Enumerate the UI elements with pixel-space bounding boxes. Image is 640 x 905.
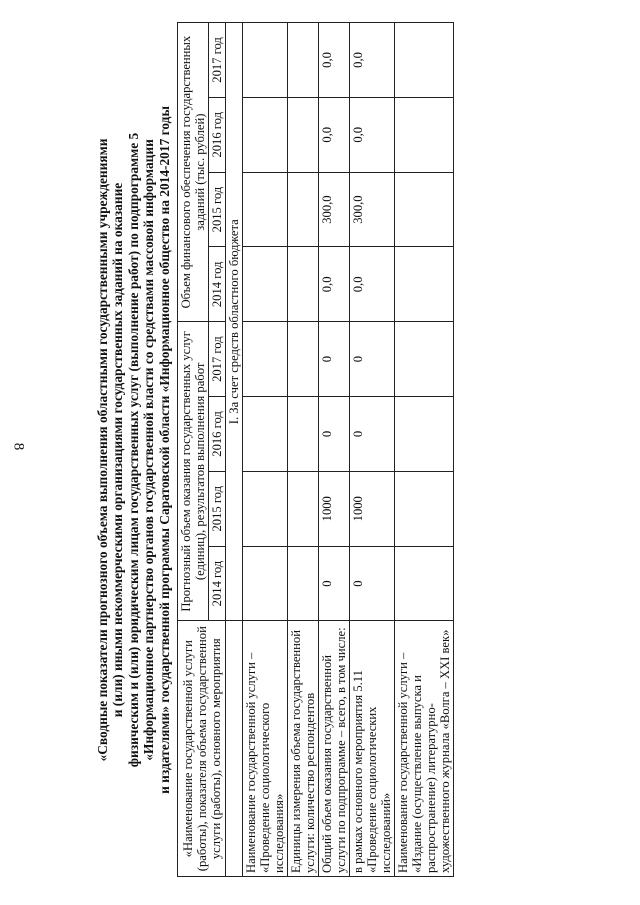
row-name-cell: в рамках основного мероприятия 5.11 «Проведение социологических исследований»	[350, 621, 395, 877]
row-name-cell: Наименование государственной услуги – «Издание (осуществление выпуска и распространение) литературно-художественного журнала «Волга – XXI век»	[395, 621, 454, 877]
volume-cell	[395, 322, 454, 397]
finance-cell: 0,0	[350, 97, 395, 172]
finance-cell	[395, 23, 454, 98]
finance-cell: 300,0	[319, 172, 350, 247]
volume-cell	[243, 471, 288, 546]
finance-cell: 0,0	[319, 23, 350, 98]
volume-cell: 0	[319, 546, 350, 621]
table-row	[319, 23, 350, 877]
table-row	[288, 23, 319, 877]
volume-cell	[395, 471, 454, 546]
finance-cell	[243, 23, 288, 98]
table-row	[350, 23, 395, 877]
landscape-page	[95, 15, 615, 885]
volume-cell	[395, 397, 454, 472]
year-header: 2017 год	[209, 23, 226, 98]
year-header: 2016 год	[209, 97, 226, 172]
finance-cell	[243, 97, 288, 172]
year-header: 2016 год	[209, 397, 226, 472]
section-title: I. За счет средств областного бюджета	[226, 23, 243, 621]
finance-cell: 300,0	[350, 172, 395, 247]
volume-cell: 0	[319, 322, 350, 397]
title-line: и издателями» государственной программы Саратовской области «Информационное общество на 2014-2017 годы	[156, 106, 172, 794]
finance-cell	[288, 23, 319, 98]
volume-cell	[243, 322, 288, 397]
year-header: 2017 год	[209, 322, 226, 397]
year-header: 2015 год	[209, 172, 226, 247]
volume-cell	[395, 546, 454, 621]
finance-cell: 0,0	[319, 97, 350, 172]
finance-cell	[243, 172, 288, 247]
finance-cell	[243, 247, 288, 322]
finance-cell	[395, 97, 454, 172]
document-title	[95, 15, 177, 885]
volume-cell: 0	[319, 397, 350, 472]
title-line: и (или) иными некоммерческими организациями государственных заданий на оказание	[110, 182, 126, 718]
title-line: физическим и (или) юридическим лицам государственных услуг (выполнение работ) по подпрограмме 5	[125, 132, 141, 768]
title-line: «Информационное партнерство органов государственной власти со средствами массовой информации	[141, 139, 157, 761]
year-header: 2015 год	[209, 471, 226, 546]
row-name-cell: Общий объем оказания государственной услуги по подпрограмме – всего, в том числе:	[319, 621, 350, 877]
finance-cell: 0,0	[350, 23, 395, 98]
title-line: «Сводные показатели прогнозного объема выполнения областными государственными учреждениями	[95, 138, 110, 762]
volume-cell: 0	[350, 397, 395, 472]
volume-cell	[288, 471, 319, 546]
finance-cell	[288, 97, 319, 172]
volume-cell	[288, 397, 319, 472]
row-name-cell: Наименование государственной услуги – «Проведение социологического исследования»	[243, 621, 288, 877]
summary-table	[177, 22, 454, 877]
row-name-cell: Единицы измерения объема государственной услуги: количество респондентов	[288, 621, 319, 877]
finance-cell	[395, 172, 454, 247]
volume-cell	[243, 546, 288, 621]
table-row	[395, 23, 454, 877]
finance-cell	[288, 172, 319, 247]
section-empty-cell	[226, 621, 243, 877]
table-row	[243, 23, 288, 877]
finance-cell: 0,0	[319, 247, 350, 322]
volume-cell: 0	[350, 546, 395, 621]
column-group-volume-header: Прогнозный объем оказания государственных услуг (единиц), результатов выполнения работ	[178, 322, 209, 621]
finance-cell	[395, 247, 454, 322]
finance-cell	[288, 247, 319, 322]
year-header: 2014 год	[209, 546, 226, 621]
page-number: 8	[10, 442, 27, 451]
volume-cell: 1000	[350, 471, 395, 546]
finance-cell: 0,0	[350, 247, 395, 322]
volume-cell: 1000	[319, 471, 350, 546]
volume-cell	[288, 322, 319, 397]
column-header-name: «Наименование государственной услуги (работы), показателя объема государственной услуги (работы), основного мероприятия	[178, 621, 226, 877]
volume-cell	[243, 397, 288, 472]
volume-cell	[288, 546, 319, 621]
column-group-finance-header: Объем финансового обеспечения государственных заданий (тыс. рублей)	[178, 23, 209, 322]
volume-cell: 0	[350, 322, 395, 397]
year-header: 2014 год	[209, 247, 226, 322]
